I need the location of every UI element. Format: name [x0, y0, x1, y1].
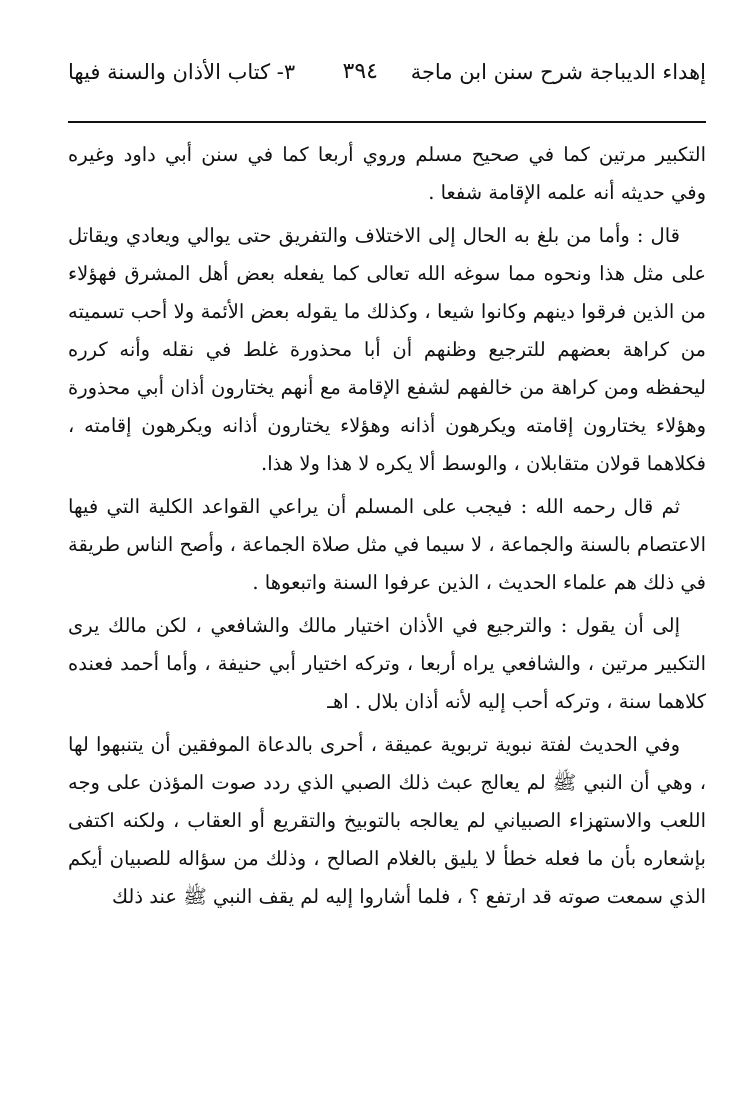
paragraph: قال : وأما من بلغ به الحال إلى الاختلاف والتفريق حتى يوالي ويعادي ويقاتل على مثل هذا ونحوه مما سوغه الله تعالى كما يفعله بعض أهل المشرق فهؤلاء من الذين فرقوا دينهم وكانوا شيعا ، وكذلك ما يقوله بعض الأئمة ولا أحب تسميته من كراهة بعضهم للترجيع وظنهم أن أبا محذورة غلط في نقله وأنه كرره ليحفظه ومن كراهة من خالفهم لشفع الإقامة مع أنهم يختارون أذان أبي محذورة وهؤلاء يختارون إقامته ويكرهون أذانه وهؤلاء يختارون أذانه ويكرهون إقامته ، فكلاهما قولان متقابلان ، والوسط ألا يكره لا هذا ولا هذا.	[68, 224, 706, 475]
header-rule	[68, 121, 706, 123]
paragraph: ثم قال رحمه الله : فيجب على المسلم أن يراعي القواعد الكلية التي فيها الاعتصام بالسنة والجماعة ، لا سيما في مثل صلاة الجماعة ، وأصح الناس طريقة في ذلك هم علماء الحديث ، الذين عرفوا السنة واتبعوها .	[68, 495, 706, 594]
paragraph: وفي الحديث لفتة نبوية تربوية عميقة ، أحرى بالدعاة الموفقين أن يتنبهوا لها ، وهي أن النبي ﷺ لم يعالج عبث ذلك الصبي الذي ردد صوت المؤذن على وجه اللعب والاستهزاء الصبياني لم يعالجه بالتوبيخ والتقريع أو العقاب ، ولكنه اكتفى بإشعاره بأن ما فعله خطأ لا يليق بالغلام الصالح ، وذلك من سؤاله للصبيان أيكم الذي سمعت صوته قد ارتفع ؟ ، فلما أشاروا إليه لم يقف النبي ﷺ عند ذلك	[68, 733, 706, 908]
body-text	[68, 136, 706, 921]
paragraph: إلى أن يقول : والترجيع في الأذان اختيار مالك والشافعي ، لكن مالك يرى التكبير مرتين ، والشافعي يراه أربعا ، وتركه اختيار أبي حنيفة ، وأما أحمد فعنده كلاهما سنة ، وتركه أحب إليه لأنه أذان بلال . اهـ	[68, 614, 706, 713]
running-header	[68, 52, 706, 92]
paragraph: التكبير مرتين كما في صحيح مسلم وروي أربعا كما في سنن أبي داود وغيره وفي حديثه أنه علمه الإقامة شفعا .	[68, 143, 706, 204]
page-number: ٣٩٤	[342, 59, 378, 84]
chapter-title: ٣- كتاب الأذان والسنة فيها	[68, 60, 296, 84]
book-title: إهداء الديباجة شرح سنن ابن ماجة	[410, 60, 706, 84]
